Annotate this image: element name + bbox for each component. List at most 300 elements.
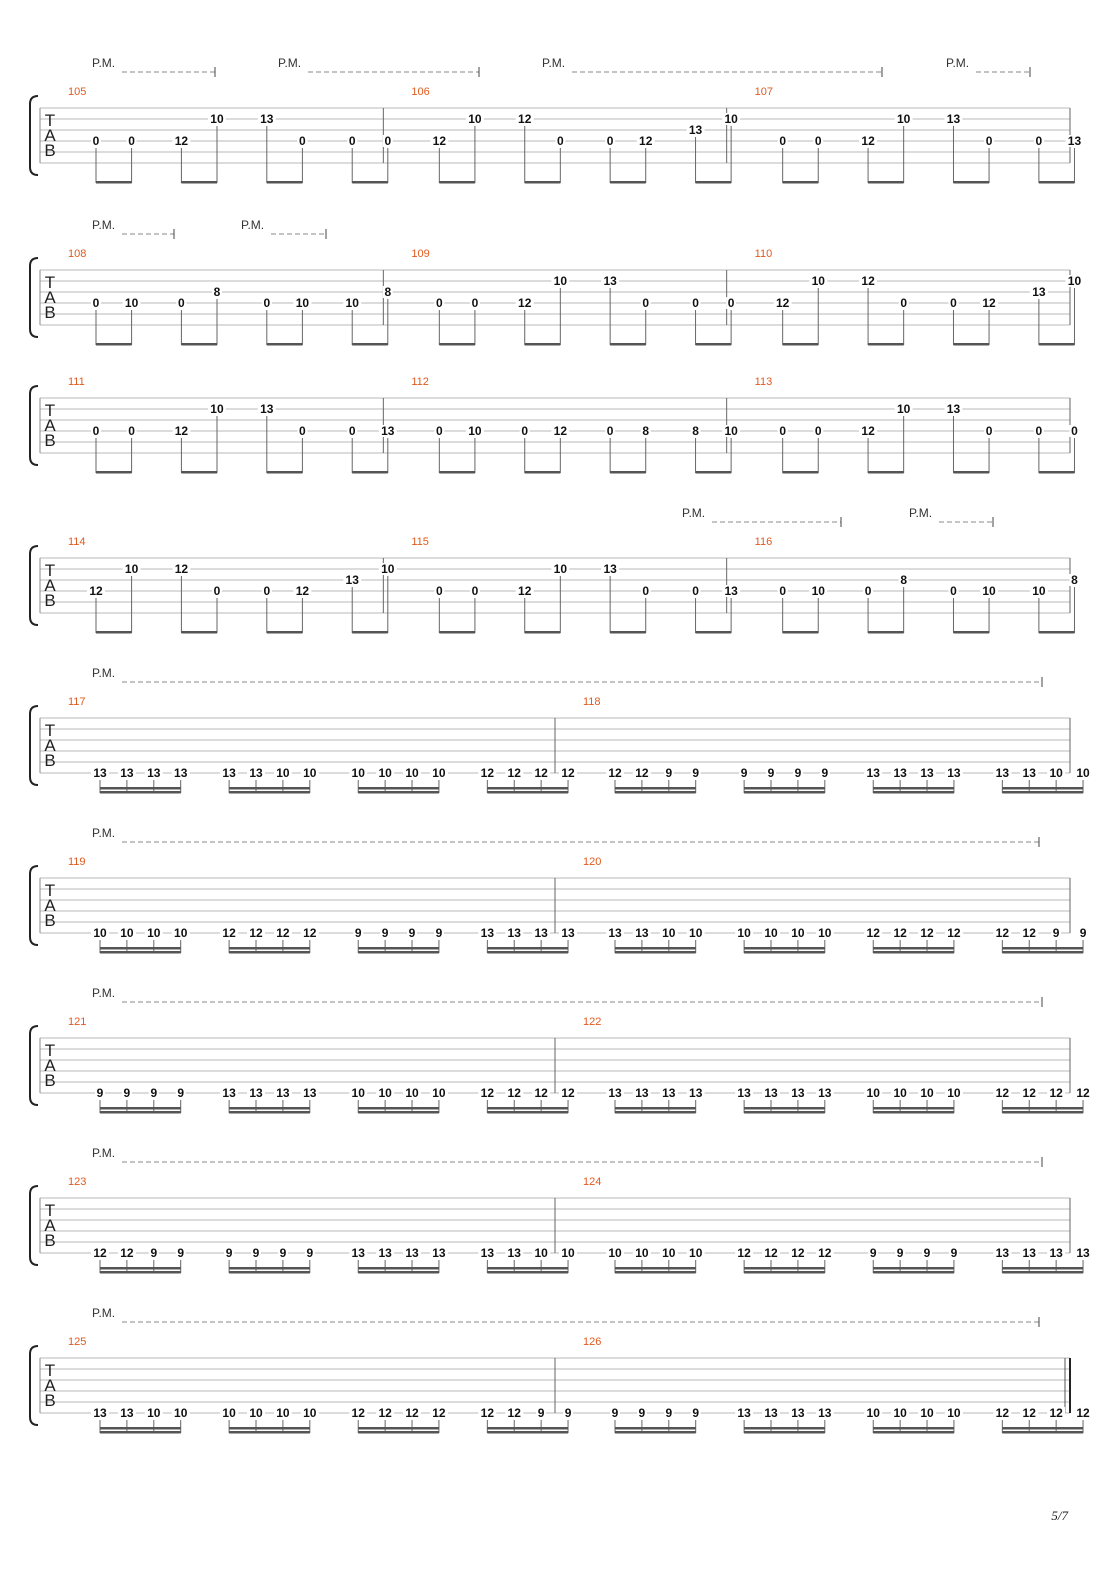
fret-number: 12 (775, 296, 790, 310)
beam (181, 181, 217, 184)
fret-number: 9 (123, 1086, 131, 1100)
beam-secondary (100, 1107, 181, 1110)
beam-secondary (615, 1267, 696, 1270)
beam (487, 1431, 568, 1434)
fret-number: 10 (210, 402, 224, 416)
fret-number: 0 (692, 584, 699, 598)
fret-number: 12 (89, 584, 103, 598)
fret-number: 0 (606, 424, 614, 438)
fret-number: 0 (128, 134, 135, 148)
fret-number: 12 (995, 926, 1010, 940)
fret-number: 13 (764, 1086, 778, 1100)
beam (100, 1271, 181, 1274)
beam (744, 791, 825, 794)
beam (100, 1111, 181, 1114)
beam (953, 471, 989, 474)
fret-number: 0 (950, 584, 957, 598)
fret-number: 9 (177, 1086, 185, 1100)
fret-number: 10 (124, 296, 139, 310)
beam-secondary (873, 1427, 954, 1430)
fret-number: 13 (946, 112, 961, 126)
beam-secondary (873, 1107, 954, 1110)
fret-number: 10 (866, 1406, 880, 1420)
fret-number: 0 (642, 296, 650, 310)
fret-number: 10 (147, 1406, 161, 1420)
fret-number: 9 (306, 1246, 314, 1260)
fret-number: 9 (611, 1406, 619, 1420)
fret-number: 10 (893, 1086, 907, 1100)
fret-number: 10 (635, 1246, 649, 1260)
measure-number: 118 (583, 696, 601, 708)
beam (953, 181, 989, 184)
fret-number: 10 (866, 1086, 880, 1100)
system-bracket (30, 1186, 38, 1265)
fret-number: 10 (920, 1086, 934, 1100)
fret-number: 12 (507, 766, 521, 780)
fret-number: 12 (378, 1406, 392, 1420)
beam-secondary (358, 1427, 439, 1430)
beam (487, 1111, 568, 1114)
fret-number: 13 (920, 766, 934, 780)
fret-number: 8 (384, 285, 392, 299)
fret-number: 10 (982, 584, 996, 598)
fret-number: 10 (1067, 274, 1082, 288)
fret-number: 0 (263, 584, 271, 598)
fret-number: 10 (351, 766, 365, 780)
fret-number: 0 (779, 584, 787, 598)
fret-number: 10 (893, 1406, 907, 1420)
fret-number: 10 (378, 1086, 392, 1100)
fret-number: 9 (665, 1406, 673, 1420)
beam (744, 1431, 825, 1434)
beam (96, 631, 132, 634)
fret-number: 9 (279, 1246, 287, 1260)
fret-number: 10 (174, 926, 188, 940)
fret-number: 13 (260, 112, 274, 126)
fret-number: 10 (811, 274, 825, 288)
measure-number: 110 (754, 248, 773, 260)
fret-number: 13 (432, 1246, 446, 1260)
beam-secondary (873, 947, 954, 950)
fret-number: 9 (1052, 926, 1060, 940)
fret-number: 13 (378, 1246, 392, 1260)
beam (267, 631, 303, 634)
beam-secondary (358, 947, 439, 950)
fret-number: 13 (1022, 766, 1036, 780)
system-bracket (30, 96, 38, 175)
fret-number: 10 (811, 584, 825, 598)
fret-number: 12 (120, 1246, 134, 1260)
fret-number: 13 (1022, 1246, 1036, 1260)
fret-number: 13 (249, 1086, 263, 1100)
tab-clef-letter: A (44, 576, 56, 595)
fret-number: 10 (689, 1246, 703, 1260)
fret-number: 13 (737, 1406, 751, 1420)
fret-number: 9 (150, 1086, 158, 1100)
beam (267, 343, 303, 346)
palm-mute-label: P.M. (92, 666, 116, 680)
beam-secondary (873, 787, 954, 790)
fret-number: 9 (354, 926, 362, 940)
fret-number: 12 (561, 766, 575, 780)
fret-number: 12 (351, 1406, 365, 1420)
beam (487, 791, 568, 794)
fret-number: 12 (174, 424, 189, 438)
beam (100, 791, 181, 794)
fret-number: 12 (249, 926, 263, 940)
beam (696, 181, 732, 184)
beam-secondary (100, 1267, 181, 1270)
fret-number: 12 (866, 926, 880, 940)
fret-number: 12 (947, 926, 961, 940)
beam-secondary (615, 787, 696, 790)
fret-number: 0 (348, 424, 356, 438)
measure-number: 119 (68, 856, 86, 868)
beam-secondary (358, 1267, 439, 1270)
beam (352, 343, 388, 346)
fret-number: 10 (378, 766, 392, 780)
measure-number: 107 (754, 86, 774, 98)
fret-number: 0 (178, 296, 185, 310)
fret-number: 10 (174, 1406, 188, 1420)
fret-number: 13 (603, 562, 617, 576)
beam (358, 951, 439, 954)
fret-number: 12 (893, 926, 907, 940)
system-bracket (30, 1346, 38, 1425)
beam-secondary (229, 1267, 310, 1270)
fret-number: 12 (982, 296, 996, 310)
beam (181, 471, 217, 474)
fret-number: 12 (608, 766, 622, 780)
fret-number: 10 (210, 112, 224, 126)
tab-clef-letter: B (44, 591, 56, 610)
tab-clef-letter: A (44, 288, 56, 307)
fret-number: 0 (435, 584, 443, 598)
fret-number: 0 (727, 296, 735, 310)
beam (783, 181, 819, 184)
beam-secondary (358, 1107, 439, 1110)
beam (783, 471, 819, 474)
fret-number: 13 (93, 766, 107, 780)
beam (100, 951, 181, 954)
fret-number: 10 (381, 562, 395, 576)
fret-number: 0 (814, 134, 822, 148)
tab-clef-letter: T (44, 561, 56, 580)
beam (615, 951, 696, 954)
fret-number: 9 (435, 926, 443, 940)
fret-number: 12 (1022, 926, 1036, 940)
beam (610, 181, 646, 184)
fret-number: 12 (507, 1406, 521, 1420)
beam (868, 181, 904, 184)
beam (868, 343, 904, 346)
tab-clef-letter: A (44, 416, 56, 435)
fret-number: 0 (642, 584, 650, 598)
fret-number: 12 (93, 1246, 107, 1260)
fret-number: 12 (737, 1246, 751, 1260)
beam-secondary (229, 787, 310, 790)
beam (358, 1431, 439, 1434)
fret-number: 9 (794, 766, 802, 780)
beam (873, 951, 954, 954)
fret-number: 13 (608, 1086, 622, 1100)
fret-number: 13 (120, 1406, 134, 1420)
fret-number: 13 (93, 1406, 107, 1420)
fret-number: 13 (635, 1086, 649, 1100)
fret-number: 12 (1049, 1406, 1063, 1420)
fret-number: 0 (1071, 424, 1078, 438)
fret-number: 13 (260, 402, 274, 416)
beam (358, 791, 439, 794)
fret-number: 12 (818, 1246, 832, 1260)
beam (229, 1431, 310, 1434)
beam (873, 1111, 954, 1114)
measure-number: 123 (68, 1176, 87, 1188)
beam (352, 631, 388, 634)
tab-clef-letter: A (44, 1376, 56, 1395)
beam (525, 631, 561, 634)
fret-number: 0 (384, 134, 392, 148)
palm-mute-label: P.M. (909, 506, 933, 520)
tab-clef-letter: T (44, 401, 56, 420)
fret-number: 0 (471, 584, 479, 598)
fret-number: 0 (92, 296, 100, 310)
fret-number: 13 (1067, 134, 1082, 148)
beam (783, 631, 819, 634)
beam (783, 343, 819, 346)
fret-number: 12 (534, 1086, 548, 1100)
fret-number: 12 (861, 274, 875, 288)
fret-number: 13 (603, 274, 617, 288)
tab-clef-letter: B (44, 431, 56, 450)
beam (873, 1431, 954, 1434)
fret-number: 13 (791, 1406, 805, 1420)
measure-number: 106 (411, 86, 430, 98)
fret-number: 10 (947, 1086, 961, 1100)
measure-number: 116 (754, 536, 773, 548)
fret-number: 10 (345, 296, 359, 310)
fret-number: 13 (351, 1246, 365, 1260)
tab-clef-letter: B (44, 1071, 56, 1090)
fret-number: 13 (249, 766, 263, 780)
fret-number: 13 (893, 766, 907, 780)
fret-number: 10 (405, 766, 419, 780)
fret-number: 10 (276, 766, 290, 780)
tab-clef-letter: B (44, 1231, 56, 1250)
system-bracket (30, 258, 38, 337)
fret-number: 12 (995, 1086, 1010, 1100)
beam (610, 471, 646, 474)
tab-clef-letter: A (44, 1056, 56, 1075)
fret-number: 12 (861, 134, 875, 148)
page-number: 5/7 (1051, 1508, 1068, 1523)
fret-number: 10 (534, 1246, 548, 1260)
fret-number: 13 (1049, 1246, 1063, 1260)
beam-secondary (100, 947, 181, 950)
beam (1002, 951, 1083, 954)
beam-secondary (229, 947, 310, 950)
fret-number: 0 (606, 134, 614, 148)
fret-number: 12 (174, 562, 189, 576)
tab-clef-letter: A (44, 896, 56, 915)
fret-number: 13 (737, 1086, 751, 1100)
fret-number: 13 (534, 926, 548, 940)
fret-number: 13 (1076, 1246, 1090, 1260)
fret-number: 0 (1035, 134, 1043, 148)
fret-number: 9 (638, 1406, 646, 1420)
measure-number: 105 (68, 86, 87, 98)
measure-number: 111 (68, 376, 85, 388)
fret-number: 0 (814, 424, 822, 438)
fret-number: 8 (900, 573, 908, 587)
beam (229, 951, 310, 954)
fret-number: 9 (923, 1246, 931, 1260)
beam (439, 343, 475, 346)
fret-number: 0 (985, 134, 993, 148)
fret-number: 10 (764, 926, 778, 940)
beam (615, 1431, 696, 1434)
fret-number: 12 (995, 1406, 1010, 1420)
beam-secondary (744, 787, 825, 790)
fret-number: 13 (222, 766, 236, 780)
fret-number: 9 (564, 1406, 572, 1420)
fret-number: 0 (900, 296, 908, 310)
fret-number: 8 (213, 285, 221, 299)
fret-number: 12 (303, 926, 317, 940)
fret-number: 13 (507, 926, 521, 940)
tab-clef-letter: T (44, 273, 56, 292)
fret-number: 10 (896, 402, 911, 416)
fret-number: 12 (405, 1406, 419, 1420)
fret-number: 0 (779, 424, 787, 438)
beam-secondary (487, 1427, 568, 1430)
fret-number: 9 (225, 1246, 233, 1260)
beam-secondary (615, 1107, 696, 1110)
fret-number: 9 (665, 766, 673, 780)
palm-mute-label: P.M. (946, 56, 970, 70)
beam-secondary (487, 787, 568, 790)
fret-number: 9 (950, 1246, 958, 1260)
fret-number: 9 (869, 1246, 877, 1260)
fret-number: 13 (1032, 285, 1046, 299)
beam (96, 343, 132, 346)
beam (439, 471, 475, 474)
fret-number: 0 (263, 296, 271, 310)
beam (525, 343, 561, 346)
fret-number: 13 (662, 1086, 676, 1100)
fret-number: 9 (692, 766, 700, 780)
fret-number: 12 (1076, 1406, 1090, 1420)
palm-mute-label: P.M. (92, 1146, 116, 1160)
fret-number: 10 (662, 1246, 676, 1260)
beam (953, 631, 989, 634)
beam (873, 1271, 954, 1274)
fret-number: 12 (507, 1086, 521, 1100)
fret-number: 10 (468, 424, 482, 438)
fret-number: 12 (635, 766, 649, 780)
tab-clef-letter: T (44, 1201, 56, 1220)
fret-number: 0 (471, 296, 479, 310)
fret-number: 13 (688, 123, 703, 137)
fret-number: 10 (303, 766, 317, 780)
fret-number: 0 (299, 134, 306, 148)
beam (487, 1271, 568, 1274)
system-bracket (30, 1026, 38, 1105)
fret-number: 10 (947, 1406, 961, 1420)
beam-secondary (615, 1427, 696, 1430)
beam-secondary (100, 787, 181, 790)
fret-number: 10 (295, 296, 310, 310)
fret-number: 0 (779, 134, 787, 148)
measure-number: 124 (583, 1176, 602, 1188)
fret-number: 12 (534, 766, 548, 780)
fret-number: 13 (381, 424, 395, 438)
system-bracket (30, 866, 38, 945)
fret-number: 12 (276, 926, 290, 940)
fret-number: 12 (518, 112, 532, 126)
palm-mute-label: P.M. (92, 1306, 116, 1320)
fret-number: 0 (299, 424, 306, 438)
fret-number: 10 (896, 112, 911, 126)
beam-secondary (744, 1107, 825, 1110)
fret-number: 0 (1035, 424, 1043, 438)
fret-number: 9 (252, 1246, 260, 1260)
beam-secondary (358, 787, 439, 790)
tab-clef-letter: A (44, 126, 56, 145)
beam (229, 1271, 310, 1274)
palm-mute-label: P.M. (542, 56, 566, 70)
beam (1002, 1431, 1083, 1434)
beam (1002, 1111, 1083, 1114)
fret-number: 12 (639, 134, 653, 148)
fret-number: 13 (222, 1086, 236, 1100)
fret-number: 9 (408, 926, 416, 940)
fret-number: 10 (689, 926, 703, 940)
fret-number: 13 (303, 1086, 317, 1100)
beam (358, 1271, 439, 1274)
fret-number: 9 (896, 1246, 904, 1260)
fret-number: 13 (635, 926, 649, 940)
fret-number: 13 (866, 766, 880, 780)
fret-number: 0 (950, 296, 957, 310)
measure-number: 113 (754, 376, 773, 388)
fret-number: 9 (740, 766, 748, 780)
beam (868, 471, 904, 474)
measure-number: 126 (583, 1336, 602, 1348)
beam-secondary (100, 1427, 181, 1430)
beam (615, 1111, 696, 1114)
beam (615, 1271, 696, 1274)
fret-number: 12 (764, 1246, 778, 1260)
fret-number: 0 (348, 134, 356, 148)
beam (181, 343, 217, 346)
beam-secondary (229, 1107, 310, 1110)
fret-number: 0 (435, 296, 443, 310)
measure-number: 114 (68, 536, 86, 548)
fret-number: 13 (818, 1406, 832, 1420)
fret-number: 13 (995, 766, 1010, 780)
fret-number: 13 (120, 766, 134, 780)
fret-number: 13 (174, 766, 188, 780)
fret-number: 10 (276, 1406, 290, 1420)
beam (352, 181, 388, 184)
fret-number: 13 (818, 1086, 832, 1100)
beam (744, 1271, 825, 1274)
system-bracket (30, 706, 38, 785)
beam (696, 343, 732, 346)
beam (610, 631, 646, 634)
fret-number: 9 (177, 1246, 185, 1260)
